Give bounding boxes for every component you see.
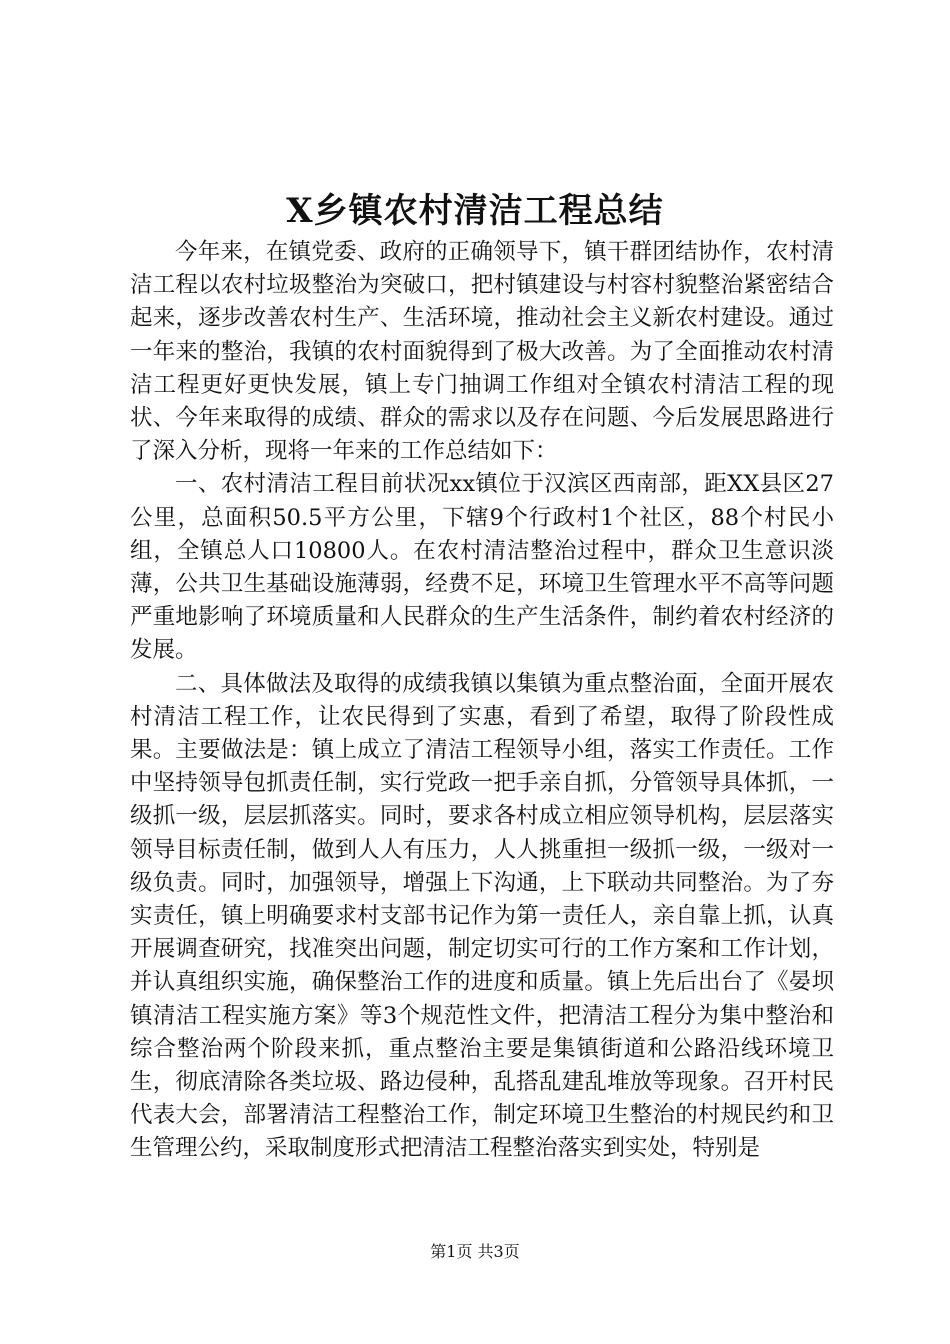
document-body [130,236,834,1166]
paragraph-section-1: 一、农村清洁工程目前状况xx镇位于汉滨区西南部，距XX县区27公里，总面积50.5平方公里，下辖9个行政村1个社区，88个村民小组，全镇总人口10800人。在农村清洁整治过程中，群众卫生意识淡薄，公共卫生基础设施薄弱，经费不足，环境卫生管理水平不高等问题严重地影响了环境质量和人民群众的生产生活条件，制约着农村经济的发展。 [130,471,834,664]
paragraph-section-2: 二、具体做法及取得的成绩我镇以集镇为重点整治面，全面开展农村清洁工程工作，让农民得到了实惠，看到了希望，取得了阶段性成果。主要做法是：镇上成立了清洁工程领导小组，落实工作责任。工作中坚持领导包抓责任制，实行党政一把手亲自抓，分管领导具体抓，一级抓一级，层层抓落实。同时，要求各村成立相应领导机构，层层落实领导目标责任制，做到人人有压力，人人挑重担一级抓一级，一级对一级负责。同时，加强领导，增强上下沟通，上下联动共同整治。为了夯实责任，镇上明确要求村支部书记作为第一责任人，亲自靠上抓，认真开展调查研究，找准突出问题，制定切实可行的工作方案和工作计划，并认真组织实施，确保整治工作的进度和质量。镇上先后出台了《晏坝镇清洁工程实施方案》等3个规范性文件，把清洁工程分为集中整治和综合整治两个阶段来抓，重点整治主要是集镇街道和公路沿线环境卫生，彻底清除各类垃圾、路边侵种，乱搭乱建乱堆放等现象。召开村民代表大会，部署清洁工程整治工作，制定环境卫生整治的村规民约和卫生管理公约，采取制度形式把清洁工程整治落实到实处，特别是 [130,670,834,1162]
paragraph-intro: 今年来，在镇党委、政府的正确领导下，镇干群团结协作，农村清洁工程以农村垃圾整治为突破口，把村镇建设与村容村貌整治紧密结合起来，逐步改善农村生产、生活环境，推动社会主义新农村建设。通过一年来的整治，我镇的农村面貌得到了极大改善。为了全面推动农村清洁工程更好更快发展，镇上专门抽调工作组对全镇农村清洁工程的现状、今年来取得的成绩、群众的需求以及存在问题、今后发展思路进行了深入分析，现将一年来的工作总结如下： [130,239,834,465]
document-title: X乡镇农村清洁工程总结 [286,191,664,231]
page-number-footer: 第1页 共3页 [430,1242,520,1261]
